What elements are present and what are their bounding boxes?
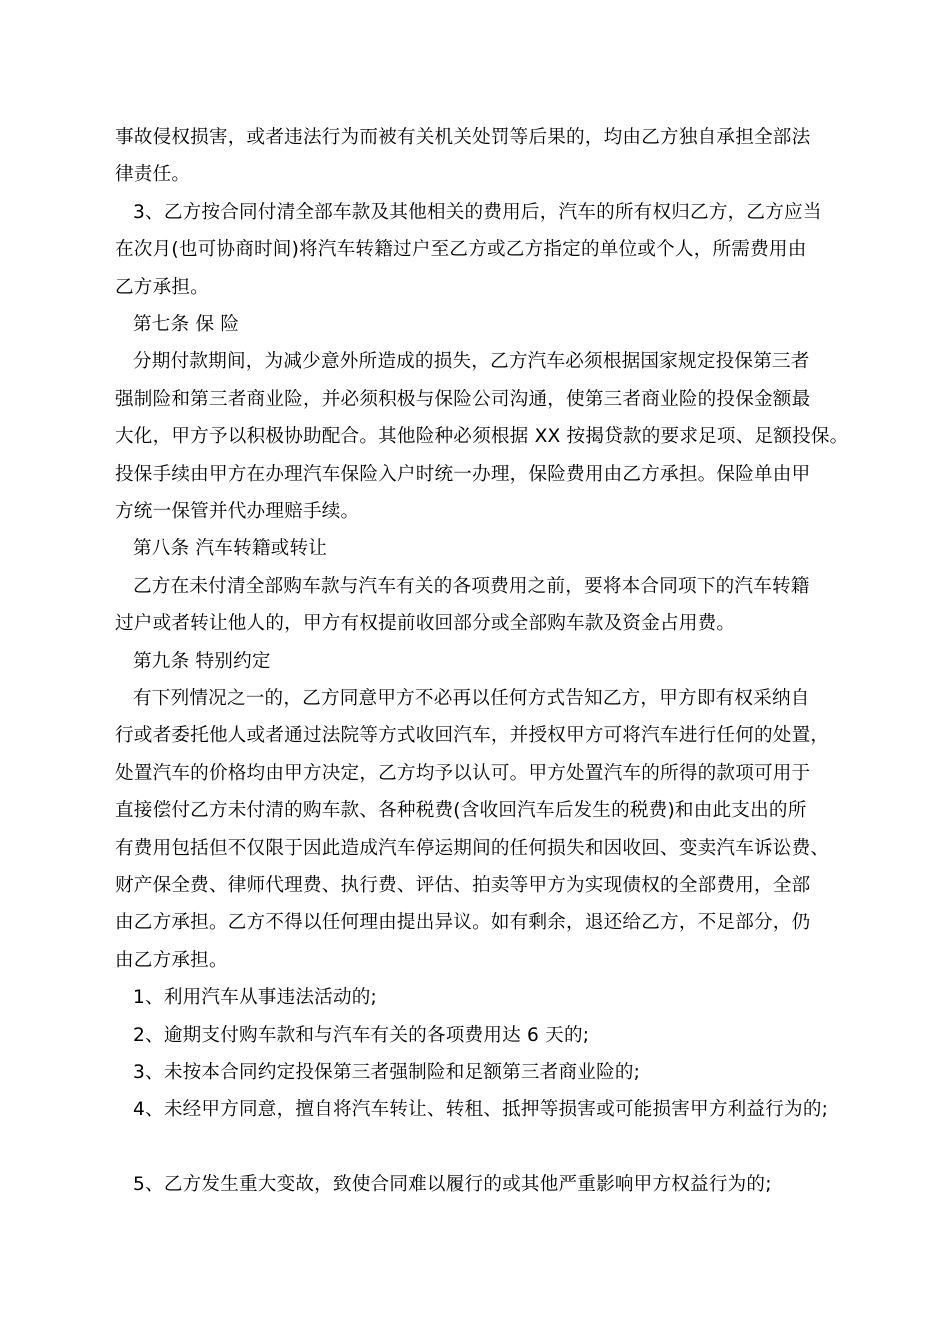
list-item-2: 2、逾期支付购车款和与汽车有关的各项费用达 6 天的; xyxy=(133,1025,590,1046)
paragraph-line: 财产保全费、律师代理费、执行费、评估、拍卖等甲方为实现债权的全部费用，全部 xyxy=(115,875,811,896)
paragraph-line: 强制险和第三者商业险，并必须积极与保险公司沟通，使第三者商业险的投保金额最 xyxy=(115,389,811,410)
list-item-3: 3、未按本合同约定投保第三者强制险和足额第三者商业险的; xyxy=(133,1062,641,1083)
paragraph-line: 分期付款期间，为减少意外所造成的损失，乙方汽车必须根据国家规定投保第三者 xyxy=(133,351,810,372)
article-7-heading: 第七条 保 险 xyxy=(133,314,240,335)
paragraph-line: 直接偿付乙方未付清的购车款、各种税费(含收回汽车后发生的税费)和由此支出的所 xyxy=(115,800,807,821)
paragraph-line: 投保手续由甲方在办理汽车保险入户时统一办理，保险费用由乙方承担。保险单由甲 xyxy=(115,464,811,485)
paragraph-line: 行或者委托他人或者通过法院等方式收回汽车，并授权甲方可将汽车进行任何的处置， xyxy=(115,725,830,746)
paragraph-line: 方统一保管并代办理赔手续。 xyxy=(115,501,360,522)
paragraph-line: 由乙方承担。乙方不得以任何理由提出异议。如有剩余，退还给乙方，不足部分，仍 xyxy=(115,912,811,933)
clause-item-3: 3、乙方按合同付清全部车款及其他相关的费用后，汽车的所有权归乙方，乙方应当 xyxy=(133,202,822,223)
list-item-5: 5、乙方发生重大变故，致使合同难以履行的或其他严重影响甲方权益行为的; xyxy=(133,1174,772,1195)
paragraph-line: 事故侵权损害，或者违法行为而被有关机关处罚等后果的，均由乙方独自承担全部法 xyxy=(115,127,811,148)
list-item-4: 4、未经甲方同意，擅自将汽车转让、转租、抵押等损害或可能损害甲方利益行为的; xyxy=(133,1099,829,1120)
list-item-1: 1、利用汽车从事违法活动的; xyxy=(133,987,378,1008)
paragraph-line: 有下列情况之一的，乙方同意甲方不必再以任何方式告知乙方，甲方即有权采纳自 xyxy=(133,688,810,709)
paragraph-line: 有费用包括但不仅限于因此造成汽车停运期间的任何损失和因收回、变卖汽车诉讼费、 xyxy=(115,838,830,859)
paragraph-line: 乙方在未付清全部购车款与汽车有关的各项费用之前，要将本合同项下的汽车转籍 xyxy=(133,576,810,597)
article-8-heading: 第八条 汽车转籍或转让 xyxy=(133,538,328,559)
paragraph-line: 大化，甲方予以积极协助配合。其他险种必须根据 XX 按揭贷款的要求足项、足额投保。 xyxy=(115,426,849,447)
paragraph-line: 律责任。 xyxy=(115,164,191,185)
article-9-heading: 第九条 特别约定 xyxy=(133,651,271,672)
paragraph-line: 乙方承担。 xyxy=(115,277,209,298)
paragraph-line: 处置汽车的价格均由甲方决定，乙方均予以认可。甲方处置汽车的所得的款项可用于 xyxy=(115,763,811,784)
paragraph-line: 在次月(也可协商时间)将汽车转籍过户至乙方或乙方指定的单位或个人，所需费用由 xyxy=(115,239,807,260)
paragraph-line: 由乙方承担。 xyxy=(115,950,228,971)
paragraph-line: 过户或者转让他人的，甲方有权提前收回部分或全部购车款及资金占用费。 xyxy=(115,613,736,634)
